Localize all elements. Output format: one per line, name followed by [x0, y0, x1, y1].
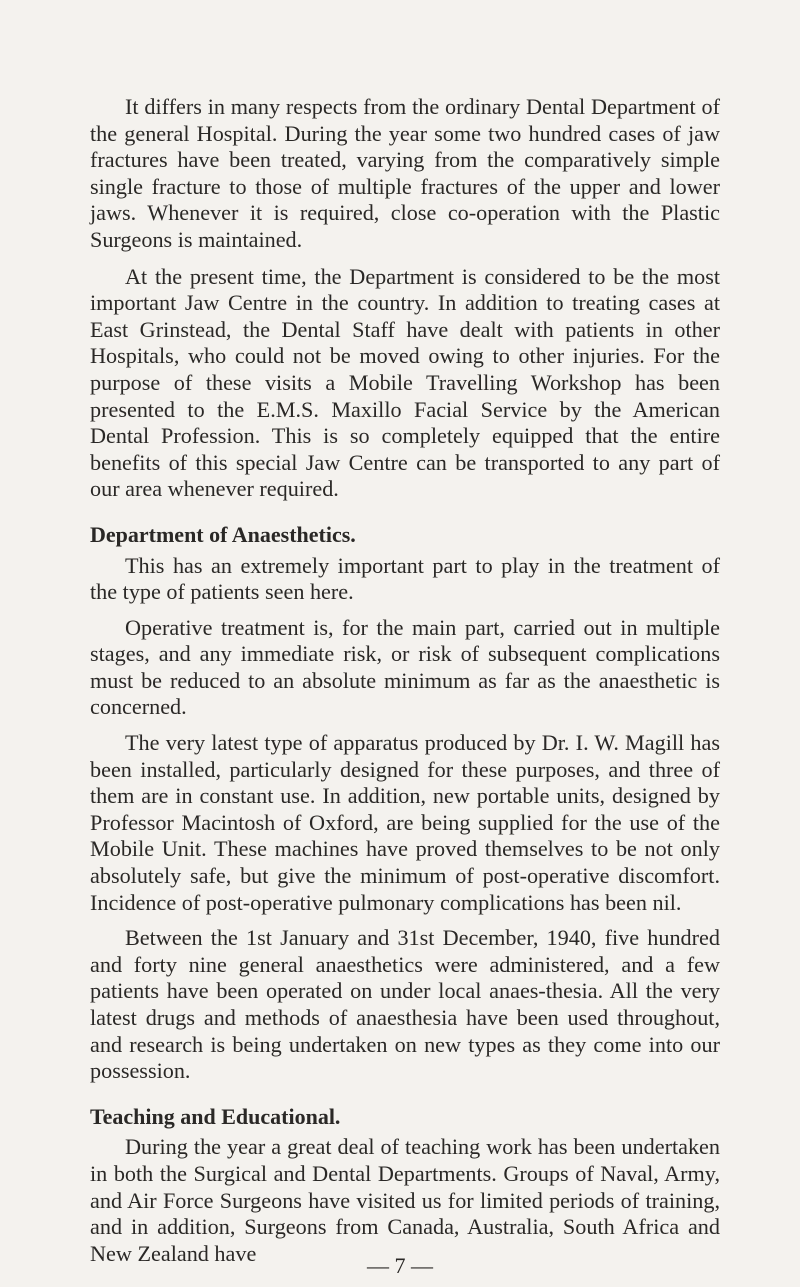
- page-number: — 7 —: [367, 1253, 433, 1278]
- anaesthetics-paragraph-1: This has an extremely important part to play in the treatment of the type of patients seen here.: [90, 552, 720, 605]
- anaesthetics-paragraph-2: Operative treatment is, for the main part, carried out in multiple stages, and any immediate risk, or risk of subsequent complications must be reduced to an absolute minimum as far as the anaesthetic is concerned.: [90, 614, 720, 720]
- intro-paragraph-1: It differs in many respects from the ordinary Dental Department of the general Hospital. During the year some two hundred cases of jaw fractures have been treated, varying from the comparatively simple single fracture to those of multiple fractures of the upper and lower jaws. Whenever it is required, close co-operation with the Plastic Surgeons is maintained.: [90, 94, 720, 252]
- teaching-paragraph-1: During the year a great deal of teaching work has been undertaken in both the Surgical and Dental Departments. Groups of Naval, Army, and Air Force Surgeons have visited us for limited periods of training, and in addition, Surgeons from Canada, Australia, South Africa and New Zealand have: [90, 1134, 720, 1266]
- anaesthetics-paragraph-3: The very latest type of apparatus produced by Dr. I. W. Magill has been installed, particularly designed for these purposes, and three of them are in constant use. In addition, new portable units, designed by Professor Macintosh of Oxford, are being supplied for the use of the Mobile Unit. These machines have proved themselves to be not only absolutely safe, but give the minimum of post-operative discomfort. Incidence of post-operative pulmonary complications has been nil.: [90, 730, 720, 915]
- anaesthetics-paragraph-4: Between the 1st January and 31st December, 1940, five hundred and forty nine general anaesthetics were administered, and a few patients have been operated on under local anaes-thesia. All the very latest drugs and methods of anaesthesia have been used throughout, and research is being undertaken on new types as they come into our possession.: [90, 925, 720, 1084]
- section-heading-teaching: Teaching and Educational.: [90, 1103, 341, 1129]
- section-heading-anaesthetics: Department of Anaesthetics.: [90, 521, 356, 547]
- intro-paragraph-2: At the present time, the Department is considered to be the most important Jaw Centre in the country. In addition to treating cases at East Grinstead, the Dental Staff have dealt with patients in other Hospitals, who could not be moved owing to other injuries. For the purpose of these visits a Mobile Travelling Workshop has been presented to the E.M.S. Maxillo Facial Service by the American Dental Profession. This is so completely equipped that the entire benefits of this special Jaw Centre can be transported to any part of our area whenever required.: [90, 263, 720, 502]
- document-page: [90, 94, 720, 1267]
